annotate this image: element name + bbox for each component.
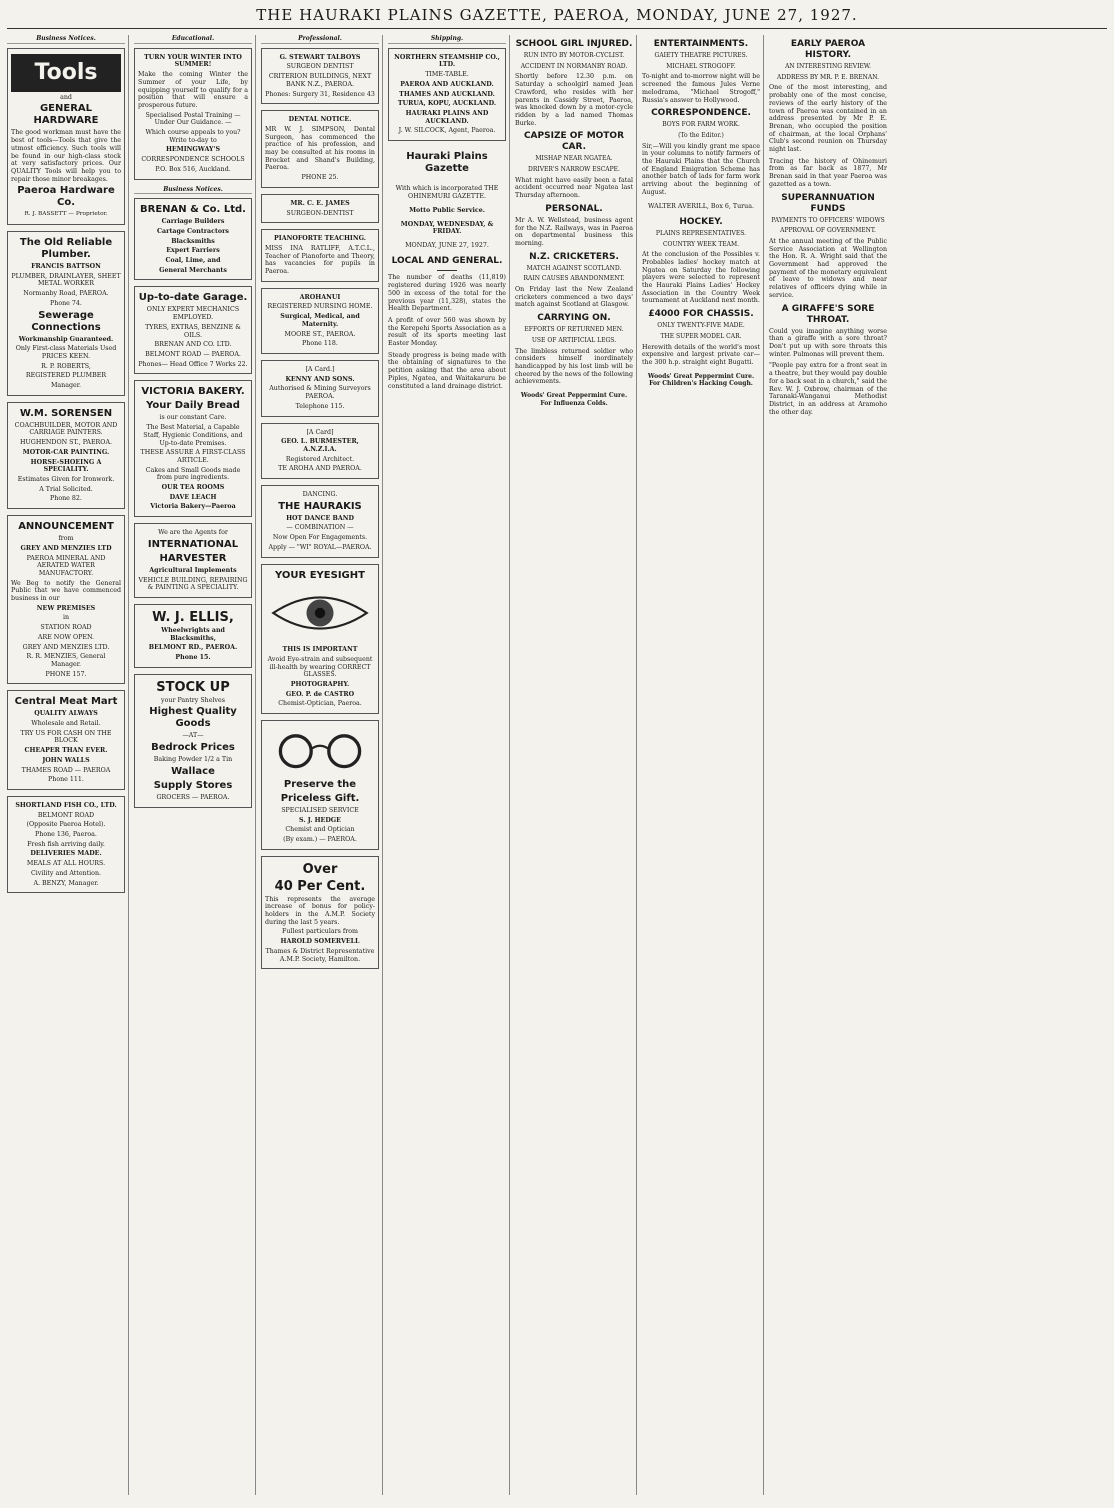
newspaper-page xyxy=(7,4,1107,1500)
pianoforte-ad xyxy=(261,229,379,282)
ad-line: Phone 74. xyxy=(50,299,82,307)
ad-line: TIME-TABLE. xyxy=(425,71,469,79)
ad-line: VEHICLE BUILDING, REPAIRING & PAINTING A SPECIALITY. xyxy=(138,576,248,592)
article-paragraph: To-night and to-morrow night will be screened the famous Jules Verne melodrama, "Michael Strogoff," Russia's answer to Hollywood. xyxy=(642,73,760,104)
article-paragraph: Shortly before 12.30 p.m. on Saturday a schoolgirl named Jean Crawford, who resides with her parents in Cassidy Street, Paeroa, was knocked down by a motor-cycle ridden by a lad named Thomas Burke. xyxy=(515,73,633,127)
column-shipping xyxy=(388,35,510,1495)
brenan-ad xyxy=(134,198,252,280)
ad-line: Civility and Attention. xyxy=(30,869,102,877)
ad-line: [A Card.] xyxy=(305,365,335,373)
ad-line: PHONE 25. xyxy=(301,174,339,182)
ellis-ad xyxy=(134,604,252,668)
subheading: MISHAP NEAR NGATEA. xyxy=(535,155,613,163)
ad-line: — COMBINATION — xyxy=(286,524,354,532)
route-heading: HAURAKI PLAINS AND AUCKLAND. xyxy=(405,109,489,125)
ad-title: Your Daily Bread xyxy=(146,400,240,412)
ad-line: SURGEON DENTIST xyxy=(286,63,354,71)
headline: ENTERTAINMENTS. xyxy=(653,39,749,49)
burmester-ad xyxy=(261,423,379,480)
ad-line: SPECIALISED SERVICE xyxy=(281,806,359,814)
subheading: ADDRESS BY MR. P. E. BRENAN. xyxy=(776,73,879,81)
ad-line: MOORE ST., PAEROA. xyxy=(284,330,356,338)
ad-line: The Best Material, a Capable Staff, Hygienic Conditions, and Up-to-date Premises. xyxy=(143,424,243,447)
article-paragraph: At the annual meeting of the Public Service Association at Wellington the Hon. R. A. Wright said that the Government had approved the payment of the monetary equivalent of leave to widows and near relatives of officers dying while in service. xyxy=(769,237,887,299)
ad-line: Agricultural Implements xyxy=(149,566,237,574)
sorensen-ad xyxy=(7,402,125,509)
ad-line: Phone 118. xyxy=(302,340,338,348)
ad-line: Telephone 115. xyxy=(295,402,345,410)
ad-title: Priceless Gift. xyxy=(280,792,360,804)
article-paragraph: The limbless returned soldier who considers himself inordinately handicapped by his lost limb will be cheered by the news of the following achievements. xyxy=(515,347,633,386)
gazette-line: MONDAY, WEDNESDAY, & FRIDAY. xyxy=(400,220,494,236)
ad-line: STATION ROAD xyxy=(40,624,92,632)
ad-line: ONLY EXPERT MECHANICS EMPLOYED. xyxy=(146,306,240,322)
ad-line: Thames & District Representative A.M.P. Society, Hamilton. xyxy=(265,947,375,963)
arohanui-ad xyxy=(261,288,379,354)
ad-title: Central Meat Mart xyxy=(14,696,118,708)
shipping-timetable xyxy=(388,48,506,141)
ad-line: Phone 82. xyxy=(50,495,82,503)
ad-line: Registered Architect. xyxy=(285,455,355,463)
article-paragraph: Tracing the history of Ohinemuri from as far back as 1877, Mr Brenan said in that year Paeroa was gazetted as a town. xyxy=(769,157,887,188)
ad-line: (Opposite Paeroa Hotel). xyxy=(26,821,106,829)
ad-title: Sewerage Connections xyxy=(31,309,101,333)
ad-title: Highest Quality Goods xyxy=(149,706,237,730)
ad-title: STOCK UP xyxy=(156,679,230,695)
ad-line: NEW PREMISES xyxy=(36,604,96,612)
ad-line: DAVE LEACH xyxy=(169,493,217,501)
ad-line: BELMONT RD., PAEROA. xyxy=(148,644,238,652)
footer-ad: Woods' Great Peppermint Cure. For Influenza Colds. xyxy=(520,392,628,407)
divider xyxy=(437,270,457,271)
ad-title: Bedrock Prices xyxy=(151,742,235,754)
tools-logo: Tools xyxy=(11,54,121,92)
ad-title: Up-to-date Garage. xyxy=(138,292,248,304)
headline: PERSONAL. xyxy=(545,203,603,214)
ad-line: SHORTLAND FISH CO., LTD. xyxy=(15,801,117,809)
ad-body: We Beg to notify the General Public that we have commenced business in our xyxy=(11,579,121,603)
ad-body: MR W. J. SIMPSON, Dental Surgeon, has commenced the practice of his profession, and may be consulted at his rooms in Brocket and Shand's Building, Paeroa. xyxy=(265,125,375,172)
subheading: EFFORTS OF RETURNED MEN. xyxy=(524,326,624,334)
ad-title: THE HAURAKIS xyxy=(278,500,362,512)
ad-title: The Old Reliable Plumber. xyxy=(19,237,113,261)
ad-line: General Merchants xyxy=(159,266,227,274)
ad-line: Only First-class Materials Used PRICES KEEN. xyxy=(15,345,117,360)
spectacles-icon xyxy=(265,727,375,771)
article-paragraph: Steady progress is being made with the obtaining of signatures to the petition asking that the area about Piples, Ngatea, and Waitakaruru be constituted a land drainage district. xyxy=(388,351,506,390)
ad-line: HAROLD SOMERVELL xyxy=(280,938,360,946)
ad-title: Supply Stores xyxy=(153,779,233,791)
ad-title: THIS IS IMPORTANT xyxy=(282,646,358,654)
ad-line: JOHN WALLS xyxy=(42,756,90,764)
ad-title: Wallace xyxy=(171,765,215,777)
ad-line: Chemist-Optician, Paeroa. xyxy=(278,700,362,708)
ad-line: Authorised & Mining Surveyors PAEROA. xyxy=(269,385,371,401)
ad-body: This represents the average increase of bonus for policy-holders in the A.M.P. Society during the last 5 years. xyxy=(265,895,375,926)
route-heading: PAEROA AND AUCKLAND. xyxy=(400,80,494,88)
ad-line: CHEAPER THAN EVER. xyxy=(24,747,108,755)
ad-line: Cartage Contractors xyxy=(157,227,229,235)
fish-ad xyxy=(7,796,125,893)
ad-line: Now Open For Engagements. xyxy=(272,534,368,542)
eyesight-ad xyxy=(261,564,379,715)
ad-body: MISS INA RATLIFF, A.T.C.L., Teacher of Pianoforte and Theory, has vacancies for pupils in Paeroa. xyxy=(265,244,375,276)
ad-line: PLUMBER, DRAINLAYER, SHEET METAL WORKER xyxy=(11,272,121,288)
ad-line: REGISTERED NURSING HOME. xyxy=(267,303,373,311)
ad-line: Cakes and Small Goods made from pure ingredients. xyxy=(145,466,241,482)
ad-title: G. STEWART TALBOYS xyxy=(279,53,361,61)
subheading: RUN INTO BY MOTOR-CYCLIST. xyxy=(523,52,625,59)
ad-title: AROHANUI xyxy=(299,293,341,301)
article-paragraph: Could you imagine anything worse than a giraffe with a sore throat? Don't put up with sore throats this winter. Pulmonas will prevent them. xyxy=(769,327,887,358)
gazette-date: MONDAY, JUNE 27, 1927. xyxy=(405,242,489,250)
ad-line: Phone 136, Paeroa. xyxy=(35,831,97,839)
kenny-ad xyxy=(261,360,379,417)
ad-line: S. J. HEDGE xyxy=(299,816,341,824)
subheading: MICHAEL STROGOFF. xyxy=(666,62,736,70)
ad-line: BELMONT ROAD xyxy=(37,811,95,819)
stock-up-ad xyxy=(134,674,252,808)
article-paragraph: On Friday last the New Zealand cricketers commenced a two days' match against Scotland at Glasgow. xyxy=(515,286,633,309)
ad-line: Phone 111. xyxy=(48,776,84,784)
article-paragraph: Mr A. W. Wellstead, business agent for the N.Z. Railways, was in Paeroa on departmental business this morning. xyxy=(515,216,633,247)
ad-line: J. W. SILCOCK, Agent, Paeroa. xyxy=(398,127,496,135)
gazette-line: With which is incorporated THE OHINEMURI GAZETTE. xyxy=(395,185,499,200)
headline-local-general: LOCAL AND GENERAL. xyxy=(391,256,503,267)
ad-line: Wholesale and Retail. xyxy=(31,720,101,728)
ad-line: Fullest particulars from xyxy=(282,928,358,936)
subheading: GAIETY THEATRE PICTURES. xyxy=(654,52,748,59)
ad-line: HUGHENDON ST., PAEROA. xyxy=(20,439,112,447)
tools-ad xyxy=(7,48,125,225)
ad-line: Manager. xyxy=(50,382,82,390)
headline: £4000 FOR CHASSIS. xyxy=(648,309,754,320)
ad-line: and xyxy=(60,93,72,101)
ad-line: R. J. BASSETT — Proprietor. xyxy=(24,211,108,218)
ad-line: GROCERS — PAEROA. xyxy=(156,793,230,801)
ad-line: Carriage Builders xyxy=(161,218,225,226)
ad-line: Apply — "WI" ROYAL—PAEROA. xyxy=(268,543,372,551)
ad-line: OUR TEA ROOMS xyxy=(161,484,225,492)
ad-line: TRY US FOR CASH ON THE BLOCK xyxy=(20,729,112,745)
column-news-1 xyxy=(515,35,637,1495)
ad-line: Surgical, Medical, and Maternity. xyxy=(280,313,360,328)
ad-title: Paeroa Hardware Co. xyxy=(17,185,115,209)
ad-title: VICTORIA BAKERY. xyxy=(141,386,245,398)
route-heading: THAMES AND AUCKLAND. xyxy=(399,90,495,98)
masthead: THE HAURAKI PLAINS GAZETTE, PAEROA, MONDAY, JUNE 27, 1927. xyxy=(7,4,1107,29)
ad-line: P.O. Box 516, Auckland. xyxy=(155,165,231,173)
headline: N.Z. CRICKETERS. xyxy=(529,251,619,262)
ad-title: DENTAL NOTICE. xyxy=(288,116,352,124)
ad-line: GEO. P. de CASTRO xyxy=(285,690,355,698)
ad-line: HORSE-SHOEING A SPECIALITY. xyxy=(30,458,102,474)
ad-title: 40 Per Cent. xyxy=(274,878,366,894)
ad-line: from xyxy=(58,535,74,543)
column-news-3 xyxy=(769,35,890,1495)
ad-line: Which course appeals to you? Write to-day to xyxy=(145,129,241,144)
headline: HOCKEY. xyxy=(679,216,723,227)
ad-line: COACHBUILDER, MOTOR AND CARRIAGE PAINTERS. xyxy=(14,421,118,437)
ad-line: your Pantry Shelves xyxy=(161,696,225,704)
ad-line: CRITERION BUILDINGS, NEXT BANK N.Z., PAEROA. xyxy=(268,73,372,88)
meat-mart-ad xyxy=(7,690,125,790)
subheading: RAIN CAUSES ABANDONMENT. xyxy=(523,275,625,283)
column-news-2 xyxy=(642,35,764,1495)
ad-line: Phones— Head Office 7 Works 22. xyxy=(138,360,248,368)
footer-ad: Woods' Great Peppermint Cure. For Children's Hacking Cough. xyxy=(647,372,755,388)
ad-title: INTERNATIONAL xyxy=(147,538,239,550)
headline: A GIRAFFE'S SORE THROAT. xyxy=(781,303,875,325)
ad-body: The good workman must have the best of tools—Tools that give the utmost efficiency. Such tools will be found in our high-class stock at very satisfactory prices. Our QUALITY Tools will help you to repair those minor breakages. xyxy=(11,129,121,183)
amp-ad xyxy=(261,856,379,970)
bakery-ad xyxy=(134,380,252,517)
ad-line: Victoria Bakery—Paeroa xyxy=(150,503,236,511)
ad-line: A Trial Solicited. xyxy=(39,485,93,493)
subheading: BOYS FOR FARM WORK. xyxy=(662,121,740,129)
article-paragraph: A profit of over 560 was shown by the Kerepehi Sports Association as a result of its sports meeting last Easter Monday. xyxy=(388,316,506,348)
ad-title: TURN YOUR WINTER INTO SUMMER! xyxy=(144,53,242,69)
subheading: COUNTRY WEEK TEAM. xyxy=(662,240,740,248)
article-paragraph: Herewith details of the world's most expensive and largest private car—the 300 h.p. straight eight Bugatti. xyxy=(642,343,760,366)
ad-line: Estimates Given for Ironwork. xyxy=(17,475,115,483)
headline: CORRESPONDENCE. xyxy=(651,108,751,119)
ad-line: HEMINGWAY'S xyxy=(165,146,220,154)
plumber-ad xyxy=(7,231,125,396)
subheading: DRIVER'S NARROW ESCAPE. xyxy=(528,166,620,174)
ad-line: MOTOR-CAR PAINTING. xyxy=(22,448,110,456)
ad-line: TE AROHA AND PAEROA. xyxy=(278,465,362,473)
column-subheading: Business Notices. xyxy=(134,186,252,195)
ad-line: DELIVERIES MADE. xyxy=(30,850,102,858)
ad-line: ARE NOW OPEN. xyxy=(37,633,95,641)
ad-line: —AT— xyxy=(182,732,204,740)
ad-line: Phone 15. xyxy=(175,654,211,662)
ad-line: Avoid Eye-strain and subsequent ill-health by wearing CORRECT GLASSES. xyxy=(267,655,373,679)
ad-title: BRENAN & Co. Ltd. xyxy=(140,204,246,216)
ad-line: Baking Powder 1/2 a Tin xyxy=(153,756,233,764)
ad-title: KENNY AND SONS. xyxy=(285,375,355,383)
ad-line: Specialised Postal Training — Under Our Guidance. — xyxy=(145,111,241,127)
ad-line: MEALS AT ALL HOURS. xyxy=(26,860,106,868)
ad-line: CORRESPONDENCE SCHOOLS xyxy=(141,156,245,164)
column-educational xyxy=(134,35,256,1495)
article-paragraph: One of the most interesting, and probably one of the most concise, reviews of the early history of the town of Paeroa was contained in an address presented by Mr P. E. Brenan, who occupied the position of chairman, at the local Orphans' Club's second reunion on Thursday night last. xyxy=(769,84,887,154)
headline: CAPSIZE OF MOTOR CAR. xyxy=(523,131,625,153)
ad-body: Make the coming Winter the Summer of your Life, by equipping yourself to qualify for a position that will ensure a prosperous future. xyxy=(138,71,248,109)
headline: SUPERANNUATION FUNDS xyxy=(781,192,875,214)
ad-line: GREY AND MENZIES LTD. xyxy=(22,643,110,651)
headline: SCHOOL GIRL INJURED. xyxy=(515,39,633,49)
garage-ad xyxy=(134,286,252,374)
column-heading: Shipping. xyxy=(388,35,506,44)
ad-line: THAMES ROAD — PAEROA xyxy=(21,766,111,774)
ad-line: FRANCIS BATTSON xyxy=(31,263,101,271)
article-paragraph: What might have easily been a fatal accident occurred near Ngatea last Thursday afternoon. xyxy=(515,176,633,200)
subheading: PLAINS REPRESENTATIVES. xyxy=(655,229,747,237)
preserve-ad xyxy=(261,720,379,850)
dental-notice-ad xyxy=(261,110,379,188)
ad-line: R. R. MENZIES, General Manager. xyxy=(26,653,106,668)
harvester-ad xyxy=(134,523,252,598)
ad-line: (By exam.) — PAEROA. xyxy=(283,835,357,843)
ad-line: GREY AND MENZIES LTD xyxy=(20,544,112,552)
ad-line: Chemist and Optician xyxy=(285,826,355,834)
article-paragraph: "People pay extra for a front seat in a theatre, but they would pay double for a back seat in a church," said the Rev. W. J. Oxbrow, chairman of the Taranaki-Wanganui Methodist District, in an address at Aramoho the other day. xyxy=(769,362,887,416)
headline: CARRYING ON. xyxy=(537,313,611,324)
columns xyxy=(7,35,1107,1495)
column-heading: Educational. xyxy=(134,35,252,44)
column-professional xyxy=(261,35,383,1495)
column-heading: Business Notices. xyxy=(7,35,125,44)
ad-line: Normanby Road, PAEROA. xyxy=(23,290,109,298)
ad-line: Wheelwrights and Blacksmiths, xyxy=(161,626,225,642)
ad-title: NORTHERN STEAMSHIP CO., LTD. xyxy=(394,53,500,69)
subheading: MATCH AGAINST SCOTLAND. xyxy=(526,264,622,272)
gazette-nameplate xyxy=(388,151,506,250)
subheading: USE OF ARTIFICIAL LEGS. xyxy=(531,336,617,344)
education-ad xyxy=(134,48,252,180)
ad-title: Preserve the xyxy=(283,778,357,790)
ad-line: DANCING. xyxy=(302,491,338,499)
ad-line: Phones: Surgery 31, Residence 43 xyxy=(265,90,375,98)
ad-title: YOUR EYESIGHT xyxy=(275,569,365,581)
ad-line: BELMONT ROAD — PAEROA. xyxy=(145,350,241,358)
ad-title: MR. C. E. JAMES xyxy=(290,199,350,207)
ad-line: BRENAN AND CO. LTD. xyxy=(154,341,232,349)
ad-line: A. BENZY, Manager. xyxy=(33,879,99,887)
headline: EARLY PAEROA HISTORY. xyxy=(790,39,866,60)
announcement-ad xyxy=(7,515,125,684)
column-business-notices xyxy=(7,35,129,1495)
subheading: PAYMENTS TO OFFICERS' WIDOWS xyxy=(771,216,885,224)
subheading: ACCIDENT IN NORMANBY ROAD. xyxy=(520,62,628,70)
ad-line: QUALITY ALWAYS xyxy=(34,710,98,718)
article-paragraph: At the conclusion of the Possibles v. Probables ladies' hockey match at Ngatea on Saturday the following players were selected to represent the Hauraki Plains Ladies' Hockey Association in the Country Week tournament at Auckland next month. xyxy=(642,251,760,305)
ad-line: THESE ASSURE A FIRST-CLASS ARTICLE. xyxy=(140,449,246,464)
ad-line: PHOTOGRAPHY. xyxy=(290,681,350,689)
james-ad xyxy=(261,194,379,223)
article-paragraph: Sir,—Will you kindly grant me space in your columns to notify farmers of the Hauraki Plains that the Church of England Emigration Scheme has another batch of lads for farm work arriving about the beginning of August. xyxy=(642,142,760,196)
ad-title: PIANOFORTE TEACHING. xyxy=(274,235,366,243)
ad-title: GEO. L. BURMESTER, A.N.Z.I.A. xyxy=(281,438,359,453)
ad-title: W.M. SORENSEN xyxy=(19,407,113,419)
ad-line: SURGEON-DENTIST xyxy=(286,209,354,217)
subheading: ONLY TWENTY-FIVE MADE. xyxy=(657,322,745,330)
talboys-ad xyxy=(261,48,379,105)
eye-icon xyxy=(265,587,375,639)
ad-title: W. J. ELLIS, xyxy=(152,609,234,625)
subheading: AN INTERESTING REVIEW. xyxy=(785,63,871,70)
dancing-ad xyxy=(261,485,379,558)
subheading: (To the Editor.) xyxy=(678,131,724,139)
ad-line: We are the Agents for xyxy=(158,529,228,537)
ad-line: Workmanship Guaranteed. xyxy=(18,335,114,343)
gazette-line: Motto Public Service. xyxy=(409,206,485,214)
ad-line: R. P. ROBERTS, xyxy=(41,362,91,370)
ad-title: GENERAL HARDWARE xyxy=(33,103,99,127)
signature: WALTER AVERILL, Box 6, Turua. xyxy=(648,202,754,210)
ad-line: Coal, Lime, and xyxy=(165,257,221,265)
ad-line: REGISTERED PLUMBER xyxy=(25,372,107,380)
ad-line: PAEROA MINERAL AND AERATED WATER MANUFACTORY. xyxy=(26,554,106,577)
subheading: APPROVAL OF GOVERNMENT. xyxy=(780,227,876,235)
route-heading: TURUA, KOPU, AUCKLAND. xyxy=(397,100,497,108)
ad-line: Expert Farriers xyxy=(166,247,220,255)
ad-line: is our constant Care. xyxy=(159,414,227,422)
column-heading: Professional. xyxy=(261,35,379,44)
article-paragraph: The number of deaths (11,819) registered during 1926 was nearly 500 in excess of the total for the previous year (11,328), states the Health Department. xyxy=(388,274,506,313)
ad-line: [A Card] xyxy=(306,428,334,436)
gazette-title: Hauraki Plains Gazette xyxy=(406,151,488,175)
ad-line: PHONE 157. xyxy=(45,670,87,678)
ad-line: in xyxy=(62,614,70,622)
ad-line: TYRES, EXTRAS, BENZINE & OILS. xyxy=(145,323,241,339)
subheading: THE SUPER MODEL CAR. xyxy=(660,332,742,340)
ad-line: Fresh fish arriving daily. xyxy=(27,840,105,848)
ad-title: Over xyxy=(302,861,338,877)
ad-title: HARVESTER xyxy=(159,552,227,564)
ad-title: ANNOUNCEMENT xyxy=(18,521,114,533)
ad-line: HOT DANCE BAND xyxy=(286,514,354,522)
ad-line: Blacksmiths xyxy=(171,237,215,245)
